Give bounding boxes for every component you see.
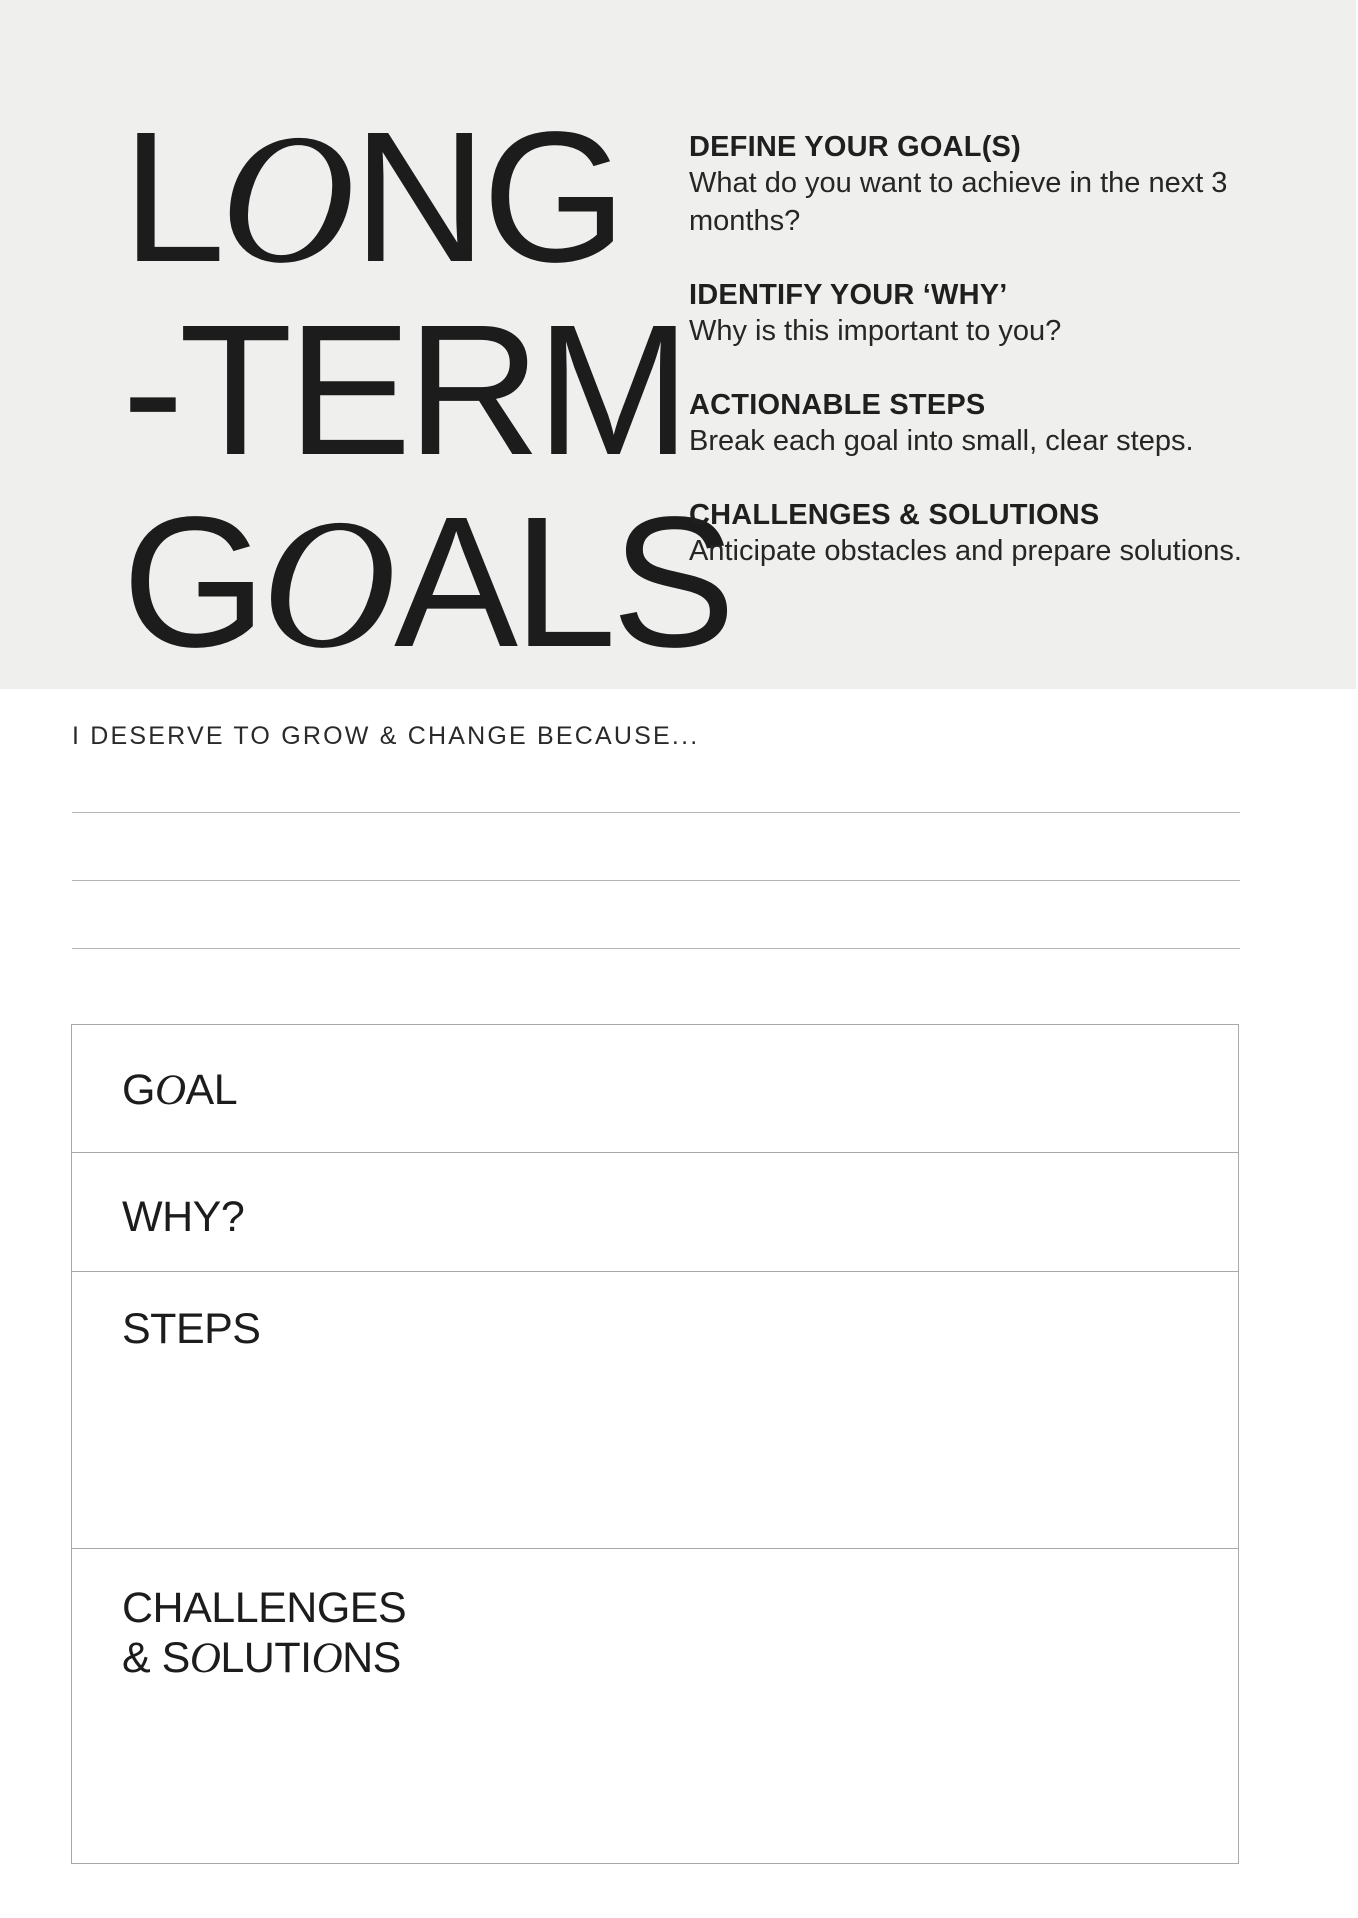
goal-planning-table xyxy=(71,1024,1239,1864)
instruction-text: What do you want to achieve in the next 3 months? xyxy=(689,167,1228,237)
reflection-prompt: I DESERVE TO GROW & CHANGE BECAUSE... xyxy=(72,722,700,750)
instruction-heading: DEFINE YOUR GOAL(S) xyxy=(689,131,1021,163)
instruction-heading: IDENTIFY YOUR ‘WHY’ xyxy=(689,279,1008,311)
label-text: NS xyxy=(342,1634,401,1682)
steps-label: STEPS xyxy=(122,1305,261,1353)
title-line-term xyxy=(122,287,731,494)
label-italic-letter: O xyxy=(189,1635,221,1682)
instructions-list xyxy=(689,130,1289,608)
title-text: -TERM xyxy=(122,287,686,494)
writing-line[interactable] xyxy=(72,948,1240,949)
challenges-label xyxy=(122,1583,406,1684)
title-line-long xyxy=(122,94,731,302)
label-text: & S xyxy=(122,1634,190,1682)
instruction-text: Anticipate obstacles and prepare solutions. xyxy=(689,535,1242,567)
why-label: WHY? xyxy=(122,1193,245,1241)
goal-row[interactable] xyxy=(72,1025,1238,1152)
instruction-heading: ACTIONABLE STEPS xyxy=(689,389,986,421)
label-text: G xyxy=(122,1066,155,1114)
instruction-challenges-solutions xyxy=(689,498,1289,570)
title-text: G xyxy=(122,479,262,686)
writing-line[interactable] xyxy=(72,812,1240,813)
writing-line[interactable] xyxy=(72,880,1240,881)
title-text: NG xyxy=(352,94,622,301)
instruction-text: Break each goal into small, clear steps. xyxy=(689,425,1194,457)
label-text: LUTI xyxy=(220,1634,312,1682)
title-italic-letter: O xyxy=(261,481,395,687)
instruction-define-goal xyxy=(689,130,1289,240)
challenges-label-line: CHALLENGES xyxy=(122,1584,407,1632)
instruction-heading: CHALLENGES & SOLUTIONS xyxy=(689,499,1100,531)
label-text: AL xyxy=(185,1066,238,1114)
title-text: L xyxy=(122,94,221,301)
solutions-label-line xyxy=(122,1633,406,1684)
header-panel xyxy=(0,0,1356,689)
instruction-actionable-steps xyxy=(689,388,1289,460)
why-row[interactable] xyxy=(72,1152,1238,1271)
page-title xyxy=(122,94,731,687)
instruction-identify-why xyxy=(689,278,1289,350)
title-text: ALS xyxy=(394,479,731,686)
label-italic-letter: O xyxy=(311,1635,343,1682)
label-italic-letter: O xyxy=(154,1067,186,1114)
title-line-goals xyxy=(122,479,731,687)
steps-row[interactable] xyxy=(72,1271,1238,1548)
title-italic-letter: O xyxy=(220,96,353,302)
challenges-row[interactable] xyxy=(72,1548,1238,1865)
instruction-text: Why is this important to you? xyxy=(689,315,1062,347)
goal-label xyxy=(122,1065,237,1116)
